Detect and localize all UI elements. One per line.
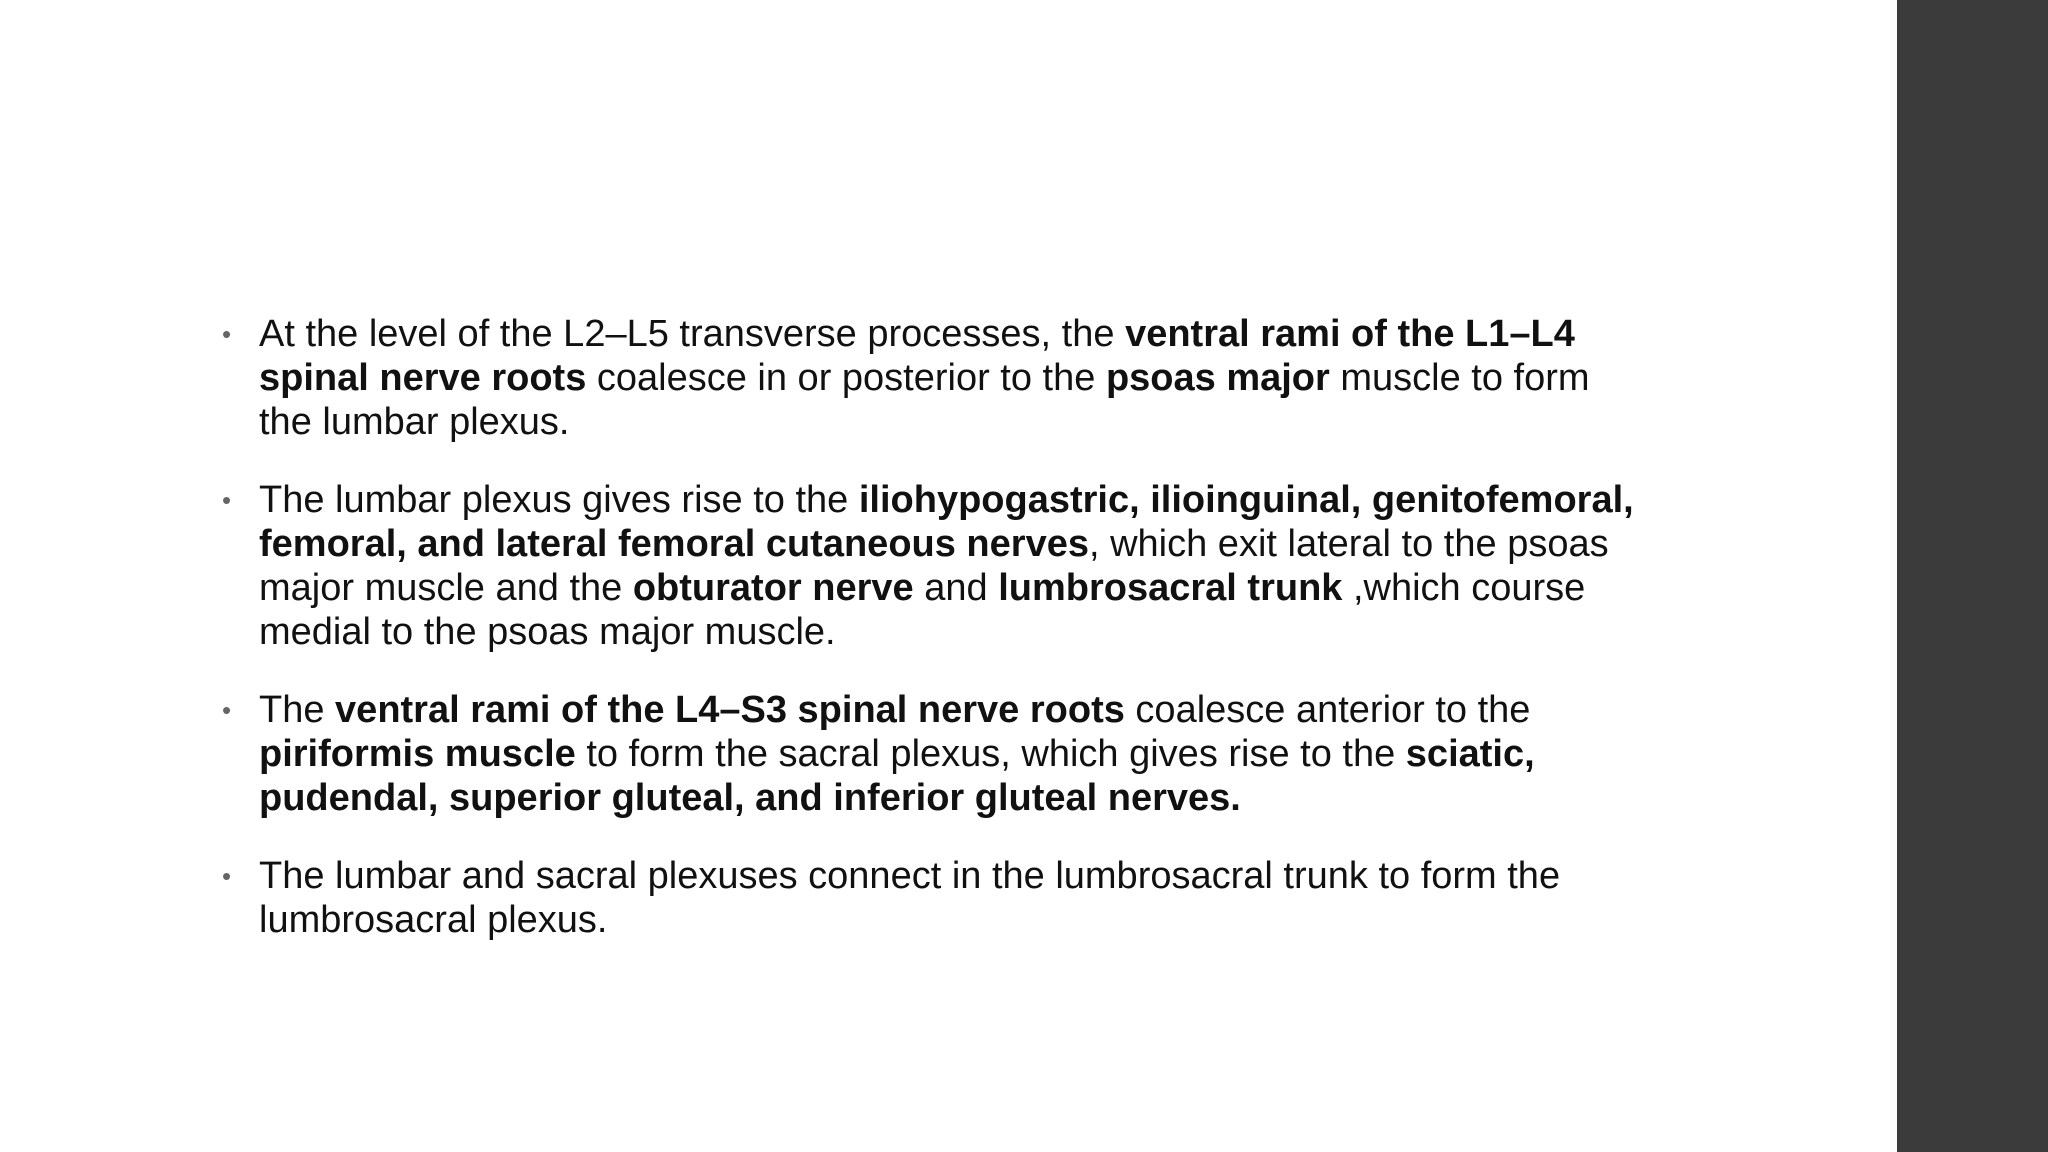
bullet-marker: •: [222, 861, 232, 891]
bold-text-segment: piriformis muscle: [259, 733, 576, 775]
bold-text-segment: lumbrosacral trunk: [998, 567, 1343, 609]
bold-text-segment: sciatic, pudendal, superior gluteal, and inferior gluteal nerves.: [259, 733, 1535, 819]
bold-text-segment: psoas major: [1105, 357, 1330, 399]
text-segment: muscle to form the lumbar plexus.: [259, 357, 1590, 443]
bullet-item-1: [222, 312, 1642, 444]
bullet-list: [222, 312, 1642, 976]
text-segment: ,which course medial to the psoas major muscle.: [259, 567, 1586, 653]
text-segment: The lumbar plexus gives rise to the: [259, 479, 859, 521]
bullet-item-2: [222, 478, 1642, 654]
text-segment: to form the sacral plexus, which gives rise to the: [575, 733, 1406, 775]
text-segment: coalesce anterior to the: [1124, 689, 1531, 731]
decorative-side-bar: [1897, 0, 2048, 1152]
bullet-item-4: [222, 854, 1642, 942]
bullet-marker: •: [222, 695, 232, 725]
text-segment: At the level of the L2–L5 transverse processes, the: [259, 313, 1126, 355]
text-segment: , which exit lateral to the psoas major muscle and the: [259, 523, 1609, 609]
bold-text-segment: ventral rami of the L1–L4 spinal nerve roots: [259, 313, 1575, 399]
text-segment: The: [259, 689, 336, 731]
text-segment: The lumbar and sacral plexuses connect in the lumbrosacral trunk to form the lumbrosacral plexus.: [259, 855, 1561, 941]
bullet-marker: •: [222, 485, 232, 515]
bold-text-segment: ventral rami of the L4–S3 spinal nerve roots: [335, 689, 1125, 731]
bold-text-segment: iliohypogastric, ilioinguinal, genitofemoral, femoral, and lateral femoral cutaneous nerves: [259, 479, 1634, 565]
text-segment: coalesce in or posterior to the: [586, 357, 1106, 399]
bullet-marker: •: [222, 319, 232, 349]
text-segment: and: [913, 567, 999, 609]
bold-text-segment: obturator nerve: [632, 567, 914, 609]
bullet-item-3: [222, 688, 1642, 820]
